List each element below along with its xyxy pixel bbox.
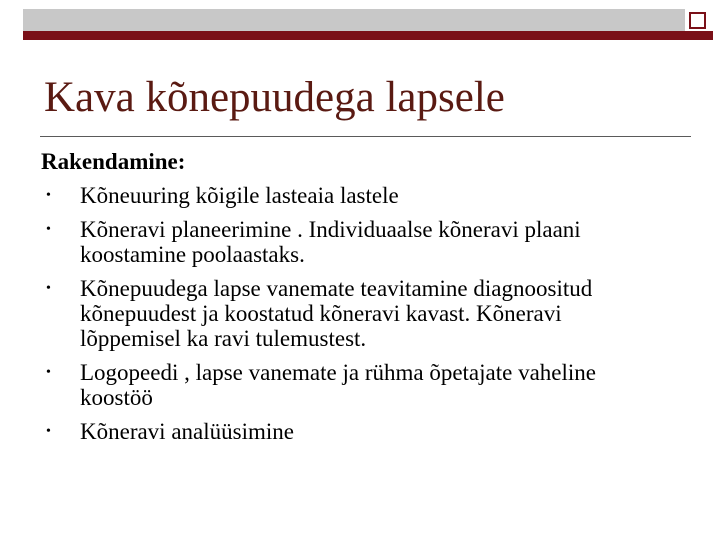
bullet-list [41, 183, 661, 444]
list-item-text: Kõneuuring kõigile lasteaia lastele [80, 183, 399, 208]
bullet-icon: • [46, 222, 51, 237]
list-item-text: Kõneravi analüüsimine [80, 419, 294, 444]
list-item [41, 419, 661, 444]
list-item [41, 183, 661, 208]
slide-title: Kava kõnepuudega lapsele [44, 74, 505, 121]
list-item [41, 360, 661, 410]
list-item [41, 217, 661, 267]
bullet-icon: • [46, 365, 51, 380]
list-item [41, 276, 661, 351]
header-gray-strip [23, 9, 685, 31]
list-item-text: Logopeedi , lapse vanemate ja rühma õpetajate vaheline koostöö [80, 360, 596, 410]
corner-square-decoration [689, 12, 706, 29]
slide-body [41, 149, 661, 444]
header-accent-bar [23, 31, 713, 40]
bullet-icon: • [46, 424, 51, 439]
bullet-icon: • [46, 188, 51, 203]
section-heading: Rakendamine: [41, 149, 186, 174]
list-item-text: Kõneravi planeerimine . Individuaalse kõneravi plaani koostamine poolaastaks. [80, 217, 581, 267]
list-item-text: Kõnepuudega lapse vanemate teavitamine diagnoositud kõnepuudest ja koostatud kõneravi kavast. Kõneravi lõppemisel ka ravi tulemustest. [80, 276, 593, 351]
title-divider [40, 136, 691, 137]
bullet-icon: • [46, 281, 51, 296]
